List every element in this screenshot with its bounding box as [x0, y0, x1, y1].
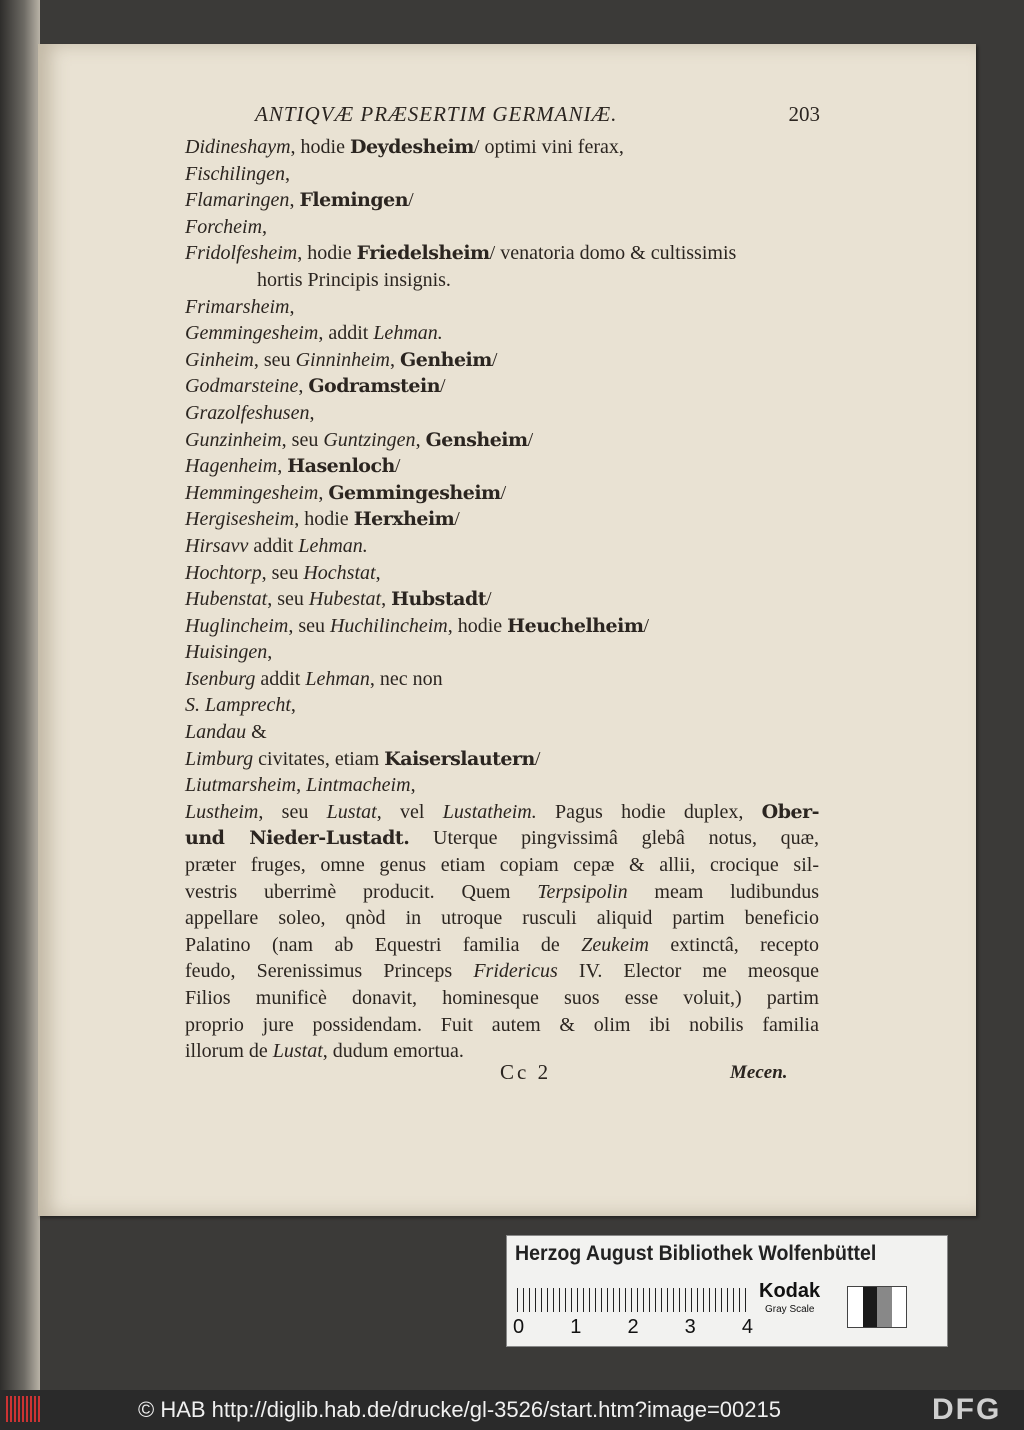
- text-line: [185, 586, 819, 613]
- roman-text: Filios munificè donavit, hominesque suos esse voluit,) partim: [185, 987, 819, 1009]
- roman-text: /: [454, 508, 460, 531]
- page-number: 203: [788, 102, 820, 126]
- fraktur-text: Hasenloch: [287, 455, 395, 478]
- roman-text: , nec non: [369, 667, 443, 690]
- italic-text: Huglincheim: [185, 614, 289, 637]
- running-title: ANTIQVÆ PRÆSERTIM GERMANIÆ.: [255, 102, 618, 126]
- text-line: [185, 480, 819, 507]
- fraktur-text: Kaiserslautern: [384, 747, 535, 770]
- roman-text: ,: [289, 295, 295, 318]
- italic-text: Lehman.: [298, 534, 368, 557]
- text-line: [185, 985, 819, 1012]
- ruler-numbers: [513, 1316, 753, 1339]
- roman-text: ,: [298, 375, 309, 398]
- fraktur-text: und Nieder-Lustadt.: [185, 827, 410, 850]
- viewer-footer-bar: [0, 1390, 1024, 1430]
- italic-text: Lehman.: [373, 322, 443, 345]
- roman-text: /: [643, 614, 650, 637]
- italic-text: Forcheim: [185, 215, 263, 238]
- roman-text: /: [394, 455, 401, 478]
- signature-mark: Cc 2: [500, 1060, 552, 1084]
- roman-text: /: [440, 375, 446, 398]
- text-line: [185, 746, 819, 773]
- roman-text: appellare soleo, qnòd in utroque rusculi aliquid partim beneficio: [185, 907, 819, 930]
- italic-text: Lintmacheim: [306, 774, 411, 797]
- page-text: [185, 134, 819, 1065]
- fraktur-text: Godramstein: [308, 375, 441, 398]
- roman-text: , seu: [253, 348, 296, 371]
- text-line: [185, 825, 819, 852]
- copyright-link[interactable]: © HAB http://diglib.hab.de/drucke/gl-3526/start.htm?image=00215: [138, 1397, 781, 1422]
- text-line: [185, 506, 819, 533]
- italic-text: Fridolfesheim: [185, 242, 298, 265]
- text-line: [185, 852, 819, 879]
- roman-text: / optimi vini ferax,: [473, 136, 624, 158]
- ruler-number: 3: [684, 1316, 696, 1338]
- text-line: [185, 427, 819, 454]
- roman-text: hortis Principis insignis.: [257, 268, 451, 291]
- roman-text: , hodie: [290, 136, 350, 158]
- roman-text: ,: [309, 401, 315, 424]
- book-spine-edge: [0, 0, 40, 1390]
- text-line: [185, 879, 819, 906]
- ruler-number: 0: [513, 1316, 525, 1338]
- roman-text: , addit: [318, 322, 374, 345]
- italic-text: Ginheim: [185, 348, 254, 371]
- roman-text: civitates, etiam: [253, 747, 385, 770]
- roman-text: ,: [415, 428, 426, 451]
- italic-text: Frimarsheim: [185, 295, 290, 318]
- roman-text: addit: [248, 534, 299, 557]
- roman-text: ,: [290, 694, 296, 717]
- text-line: [185, 799, 819, 826]
- text-line: [185, 400, 819, 427]
- roman-text: &: [246, 721, 267, 744]
- italic-text: Lustatheim.: [442, 800, 537, 823]
- text-line: [185, 772, 819, 799]
- roman-text: /: [534, 747, 541, 770]
- roman-text: , hodie: [294, 508, 354, 531]
- text-line: [185, 692, 819, 719]
- italic-text: Didineshaym: [185, 136, 291, 158]
- italic-text: Landau: [185, 721, 247, 744]
- fraktur-text: Flemingen: [299, 189, 409, 212]
- roman-text: ,: [277, 455, 288, 478]
- fraktur-text: Friedelsheim: [356, 242, 490, 265]
- fraktur-text: Ober-: [761, 800, 819, 823]
- roman-text: præter fruges, omne genus etiam copiam cepæ & allii, crocique sil-: [185, 854, 819, 877]
- italic-text: Limburg: [185, 747, 254, 770]
- roman-text: , seu: [267, 588, 309, 611]
- italic-text: Hochtorp: [185, 561, 262, 584]
- text-line: [185, 905, 819, 932]
- roman-text: ,: [381, 588, 392, 611]
- italic-text: Liutmarsheim: [185, 774, 297, 797]
- text-line: [185, 240, 819, 267]
- italic-text: Hemmingesheim: [185, 481, 319, 504]
- text-line: [185, 320, 819, 347]
- italic-text: Zeukeim: [581, 933, 649, 956]
- dfg-logo: DFG: [932, 1393, 1002, 1426]
- fraktur-text: Heuchelheim: [507, 614, 644, 637]
- roman-text: , seu: [258, 800, 327, 823]
- ruler-number: 1: [570, 1316, 582, 1338]
- fraktur-text: Deydesheim: [349, 136, 474, 158]
- gray-scale-label: Gray Scale: [765, 1304, 815, 1315]
- italic-text: Godmarsteine: [185, 375, 299, 398]
- italic-text: Hubenstat: [185, 588, 268, 611]
- roman-text: Palatino (nam ab Equestri familia de: [185, 933, 582, 956]
- text-line: [185, 214, 819, 241]
- gray-swatch: [847, 1286, 907, 1328]
- roman-text: Pagus hodie duplex,: [536, 800, 762, 823]
- text-line: [185, 347, 819, 374]
- italic-text: Ginninheim: [295, 348, 390, 371]
- roman-text: /: [527, 428, 534, 451]
- text-line: [185, 958, 819, 985]
- roman-text: ,: [410, 774, 416, 797]
- italic-text: Guntzingen: [323, 428, 416, 451]
- roman-text: ,: [318, 481, 329, 504]
- color-target: [506, 1235, 948, 1347]
- italic-text: Hirsavv: [185, 534, 249, 557]
- text-line: [185, 453, 819, 480]
- text-line: [185, 134, 819, 161]
- text-line: [185, 932, 819, 959]
- roman-text: ,: [289, 189, 300, 212]
- roman-text: Uterque pingvissimâ glebâ notus, quæ,: [409, 827, 819, 850]
- roman-text: , seu: [281, 428, 324, 451]
- fraktur-text: Genheim: [400, 348, 492, 371]
- fraktur-text: Gensheim: [425, 428, 528, 451]
- italic-text: Lustat: [272, 1040, 323, 1063]
- roman-text: feudo, Serenissimus Princeps: [185, 960, 474, 983]
- italic-text: Isenburg: [185, 667, 256, 690]
- running-header: [255, 102, 820, 127]
- italic-text: Gemmingesheim: [185, 322, 319, 345]
- italic-text: Hochstat: [303, 561, 376, 584]
- text-line: [185, 1012, 819, 1039]
- roman-text: , vel: [376, 800, 443, 823]
- text-line: [185, 613, 819, 640]
- italic-text: Fischilingen: [185, 162, 285, 185]
- italic-text: S. Lamprecht: [185, 694, 291, 717]
- roman-text: ,: [390, 348, 400, 371]
- roman-text: ,: [296, 774, 307, 797]
- text-line: [185, 666, 819, 693]
- fraktur-text: Gemmingesheim: [328, 481, 501, 504]
- roman-text: / venatoria domo & cultissimis: [489, 242, 737, 265]
- library-name: Herzog August Bibliothek Wolfenbüttel: [515, 1242, 877, 1265]
- roman-text: /: [500, 481, 507, 504]
- italic-text: Flamaringen: [185, 189, 290, 212]
- roman-text: ,: [375, 561, 381, 584]
- text-line: [185, 639, 819, 666]
- roman-text: ,: [267, 641, 273, 664]
- ruler-scale: [517, 1288, 747, 1312]
- italic-text: Terpsipolin: [537, 880, 628, 903]
- roman-text: ,: [262, 215, 268, 238]
- roman-text: proprio jure possidendam. Fuit autem & olim ibi nobilis familia: [185, 1013, 819, 1036]
- italic-text: Hubestat: [308, 588, 382, 611]
- roman-text: vestris uberrimè producit. Quem: [185, 880, 538, 903]
- text-line: [185, 533, 819, 560]
- roman-text: /: [486, 588, 492, 611]
- italic-text: Hergisesheim: [185, 508, 295, 531]
- roman-text: meam ludibundus: [627, 880, 819, 903]
- roman-text: ,: [284, 162, 290, 185]
- roman-text: /: [491, 348, 498, 371]
- text-line: [185, 373, 819, 400]
- roman-text: addit: [255, 667, 306, 690]
- text-line: [185, 560, 819, 587]
- italic-text: Lehman: [305, 667, 370, 690]
- text-line: [185, 187, 819, 214]
- italic-text: Lustheim: [185, 800, 259, 823]
- kodak-label: Kodak: [759, 1280, 821, 1302]
- catchword: Mecen.: [730, 1062, 788, 1083]
- hab-logo-icon: [6, 1396, 42, 1422]
- italic-text: Lustat: [326, 800, 377, 823]
- roman-text: , hodie: [297, 242, 357, 265]
- text-line: [185, 719, 819, 746]
- roman-text: illorum de: [185, 1040, 273, 1063]
- roman-text: , dudum emortua.: [322, 1040, 464, 1063]
- italic-text: Huisingen: [185, 641, 268, 664]
- ruler-number: 2: [627, 1316, 639, 1338]
- roman-text: extinctâ, recepto: [649, 933, 819, 956]
- roman-text: /: [408, 189, 414, 212]
- italic-text: Grazolfeshusen: [185, 401, 310, 424]
- italic-text: Huchilincheim: [329, 614, 448, 637]
- ruler-number: 4: [741, 1316, 753, 1338]
- text-line: [185, 267, 819, 294]
- italic-text: Gunzinheim: [185, 428, 282, 451]
- fraktur-text: Herxheim: [353, 508, 455, 531]
- text-line: [185, 294, 819, 321]
- text-line: [185, 161, 819, 188]
- italic-text: Hagenheim: [185, 455, 278, 478]
- roman-text: , seu: [288, 614, 330, 637]
- roman-text: IV. Elector me meosque: [557, 960, 819, 983]
- roman-text: , seu: [261, 561, 304, 584]
- roman-text: , hodie: [447, 614, 508, 637]
- italic-text: Fridericus: [473, 960, 558, 983]
- fraktur-text: Hubstadt: [391, 588, 487, 611]
